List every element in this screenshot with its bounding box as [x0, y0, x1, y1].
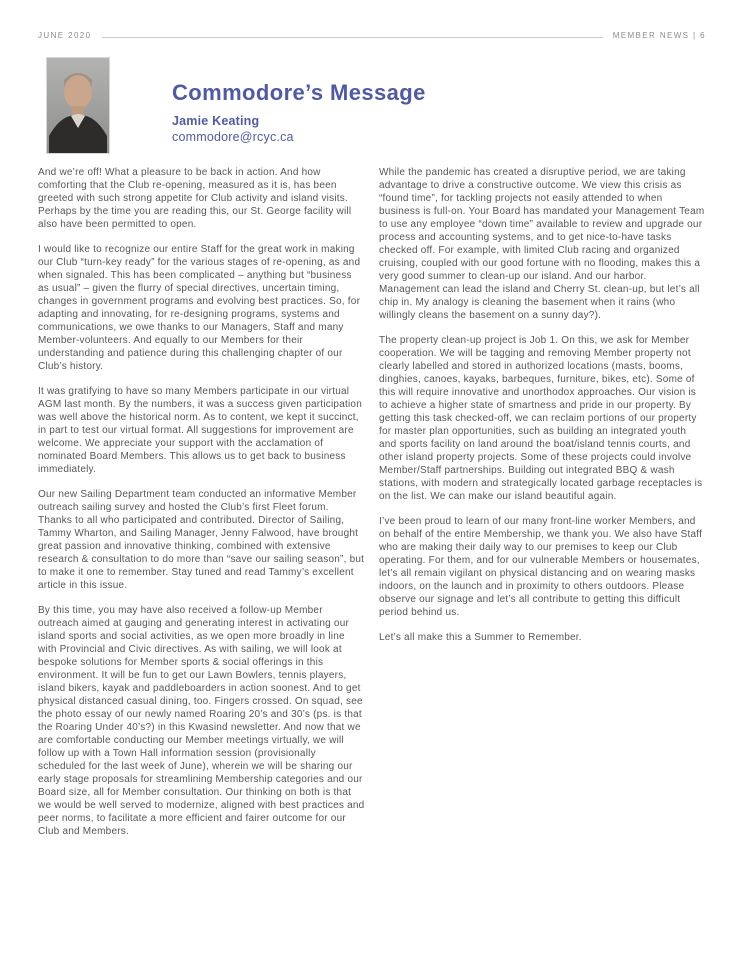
- article-title: Commodore’s Message: [172, 80, 426, 105]
- body-paragraph: By this time, you may have also received a follow-up Member outreach aimed at gauging and generating interest in activating our island sports and social activities, as we open more broadly in line with Provincial and Civic directives. As with sailing, we will look at bespoke solutions for Member sports & social offerings in this environment. It will be fun to get our Lawn Bowlers, tennis players, island bikers, kayak and paddleboarders in action soonest. And to get physical distanced casual dining, too. Fingers crossed. On squad, see the photo essay of our newly named Roaring 20’s and 30’s (ps. is that the Roaring Under 40’s?) in this Kwasind newsletter. And now that we are comfortable conducting our Member meetings virtually, we will follow up with a Town Hall information session (provisionally scheduled for the last week of June), wherein we will be sharing our early stage proposals for streamlining Membership categories and our Board size, all for Member consultation. Our thinking on both is that we would be well served to modernize, aligned with best practices and peer norms, to facilitate a more efficient and fairer outcome for our Club and Members.: [38, 605, 365, 837]
- body-paragraph: It was gratifying to have so many Members participate in our virtual AGM last month. By the numbers, it was a success given participation was well above the historical norm. As to content, we kept it succinct, in part to test our virtual format. All suggestions for improvement are welcome. We appreciate your support with the acclamation of nominated Board Members. This allows us to get back to business immediately.: [38, 386, 362, 475]
- body-paragraph: Let’s all make this a Summer to Remember.: [379, 632, 582, 643]
- article-body: [38, 166, 706, 850]
- commodore-portrait-photo: [46, 57, 110, 154]
- masthead-divider: [102, 37, 603, 38]
- article-titles: [172, 57, 426, 154]
- author-email-link[interactable]: commodore@rcyc.ca: [172, 130, 294, 145]
- right-column: [379, 166, 706, 850]
- body-paragraph: I’ve been proud to learn of our many front-line worker Members, and on behalf of the entire Membership, we thank you. We also have Staff who are making their daily way to our premises to keep our Club operating. For them, and for our vulnerable Members or housemates, let’s all remain vigilant on physical distancing and on wearing masks indoors, on the launch and in proximity to others outdoors. Please observe our signage and let’s all contribute to getting this difficult period behind us.: [379, 516, 703, 618]
- section-label: MEMBER NEWS | 6: [612, 30, 706, 40]
- body-paragraph: I would like to recognize our entire Staff for the great work in making our Club “turn-key ready” for the various stages of re-opening, as and when signaled. This has been complicated – anything but “business as usual” – given the flurry of special directives, uncertain timing, changes in government programs and evolving best practices. So, for adapting and innovating, for re-designing programs, systems and communications, we owe thanks to our Managers, Staff and many Member-volunteers. And equally to our Members for their understanding and patience during this challenging chapter of our Club’s history.: [38, 244, 361, 372]
- portrait-illustration: [47, 58, 109, 153]
- body-paragraph: While the pandemic has created a disruptive period, we are taking advantage to drive a constructive outcome. We view this crisis as “found time”, for tackling projects not easily attended to when business is full-on. Your Board has mandated your Management Team to use any employee “down time” available to review and upgrade our process and accounting systems, and to get nice-to-have tasks checked off. For example, with limited Club racing and organized cruising, coupled with our good fortune with no flooding, makes this a very good summer to clean-up our island. And our harbor. Management can lead the island and Cherry St. clean-up, but let’s all chip in. My analogy is cleaning the basement when it rains (who willingly cleans the basement on a sunny day?).: [379, 167, 705, 321]
- masthead: [38, 28, 706, 42]
- left-column: [38, 166, 365, 850]
- article-header: [46, 57, 426, 154]
- author-name: Jamie Keating: [172, 114, 260, 129]
- body-paragraph: The property clean-up project is Job 1. On this, we ask for Member cooperation. We will be tagging and removing Member property not clearly labelled and stored in authorized locations (masts, booms, dinghies, canoes, kayaks, barbeques, furniture, bikes, etc). Some of this will require innovative and unorthodox approaches. Our vision is to achieve a higher state of smartness and pride in our property. By getting this task checked-off, we can reclaim portions of our property for master plan opportunities, such as building an integrated youth and sports facility on land around the boat/island tennis courts, and other island property projects. Some of these projects could involve Member/Staff partnerships. Building out integrated BBQ & wash stations, with modern and strategically located garbage receptacles is on the list. We can make our island beautiful again.: [379, 335, 703, 502]
- body-paragraph: Our new Sailing Department team conducted an informative Member outreach sailing survey and hosted the Club’s first Fleet forum. Thanks to all who participated and contributed. Director of Sailing, Tammy Wharton, and Sailing Manager, Jenny Falwood, have brought great passion and innovative thinking, combined with extensive research & consultation to do more than “save our sailing season”, but to make it one to remember. Stay tuned and read Tammy’s excellent article in this issue.: [38, 489, 365, 591]
- issue-date: JUNE 2020: [38, 30, 92, 40]
- body-paragraph: And we’re off! What a pleasure to be back in action. And how comforting that the Club re-opening, measured as it is, has been greeted with such strong appetite for Club activity and island visits. Perhaps by the time you are reading this, our St. George facility will also have been permitted to open.: [38, 167, 352, 230]
